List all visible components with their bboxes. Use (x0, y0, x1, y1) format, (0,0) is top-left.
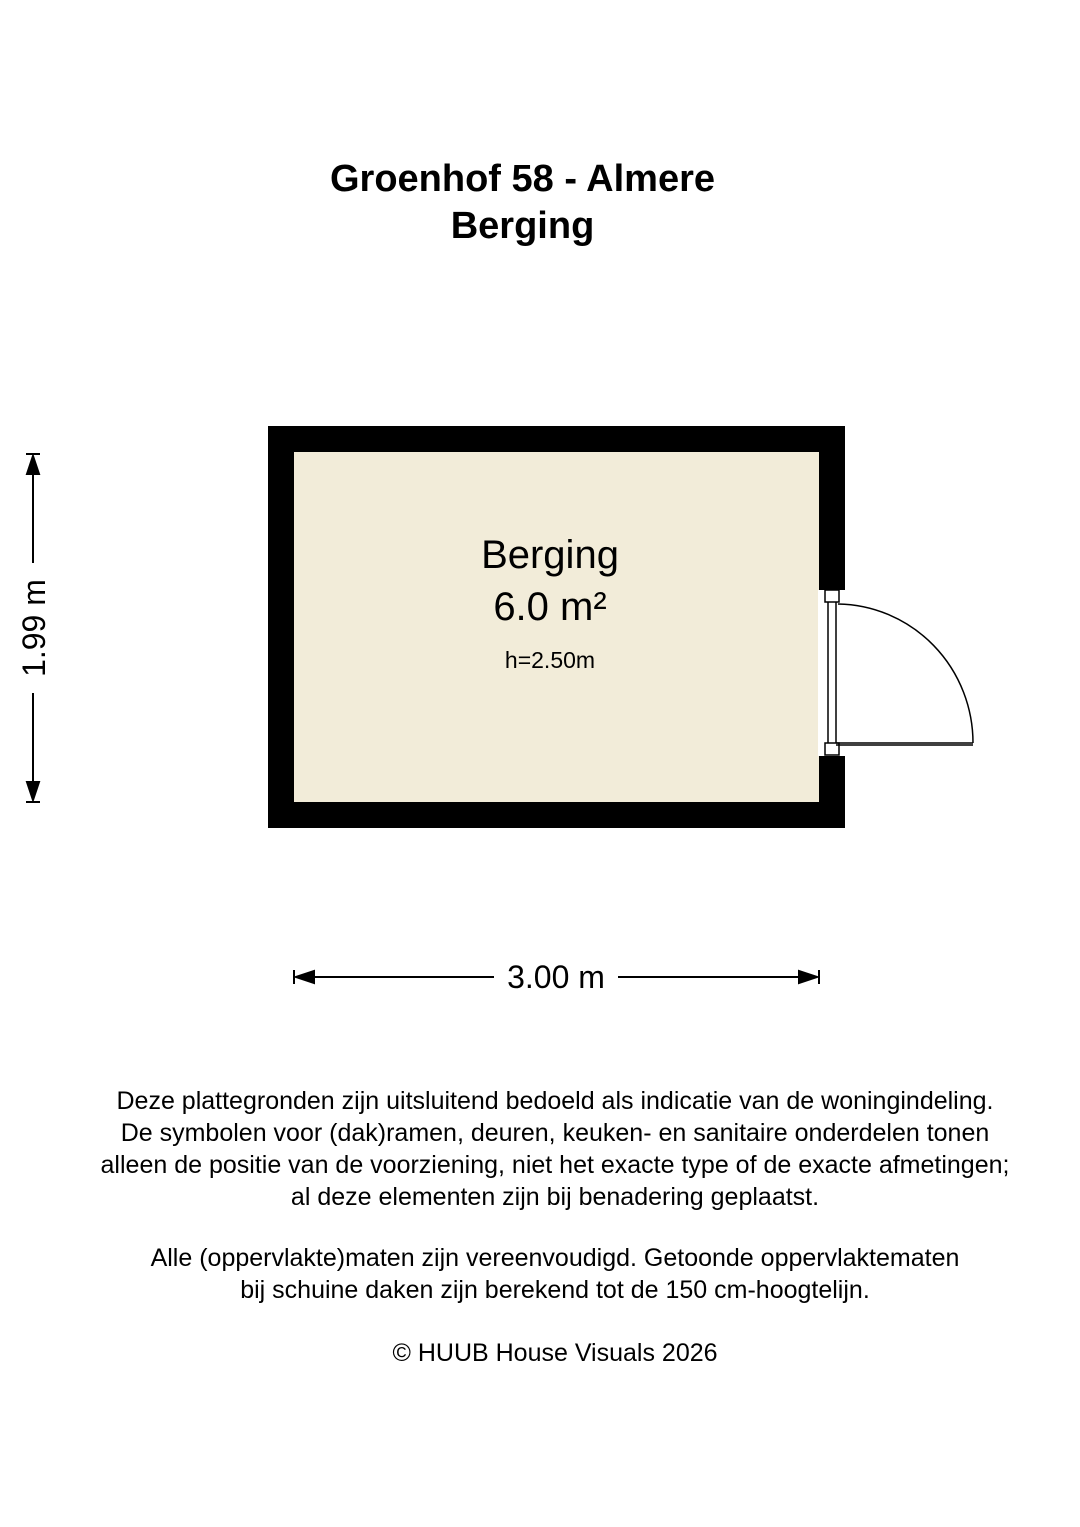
disclaimer-line: Alle (oppervlakte)maten zijn vereenvoudigd. Getoonde oppervlaktematen (150, 1244, 960, 1272)
disclaimer-line: Deze plattegronden zijn uitsluitend bedoeld als indicatie van de woningindeling. (116, 1087, 994, 1115)
disclaimer-paragraph-2 (0, 1242, 1080, 1306)
disclaimer-line: alleen de positie van de voorziening, niet het exacte type of de exacte afmetingen; (100, 1151, 1010, 1179)
room-area-label: 6.0 m² (493, 585, 607, 629)
disclaimer-line: De symbolen voor (dak)ramen, deuren, keuken- en sanitaire onderdelen tonen (120, 1119, 990, 1147)
height-dimension-label: 1.99 m (14, 563, 54, 693)
disclaimer-line: bij schuine daken zijn berekend tot de 150 cm-hoogtelijn. (240, 1276, 870, 1304)
disclaimer-line: al deze elementen zijn bij benadering geplaatst. (290, 1183, 820, 1211)
room-height-label: h=2.50m (504, 647, 596, 673)
door-opening (818, 590, 846, 756)
width-dimension-label: 3.00 m (494, 957, 618, 997)
room-name-label: Berging (481, 533, 619, 577)
plan-title: Groenhof 58 - Almere (329, 158, 715, 200)
plan-subtitle: Berging (450, 205, 595, 247)
copyright-notice: © HUUB House Visuals 2026 (392, 1339, 718, 1367)
door-swing-icon (836, 604, 973, 745)
disclaimer-paragraph-1 (0, 1085, 1080, 1213)
